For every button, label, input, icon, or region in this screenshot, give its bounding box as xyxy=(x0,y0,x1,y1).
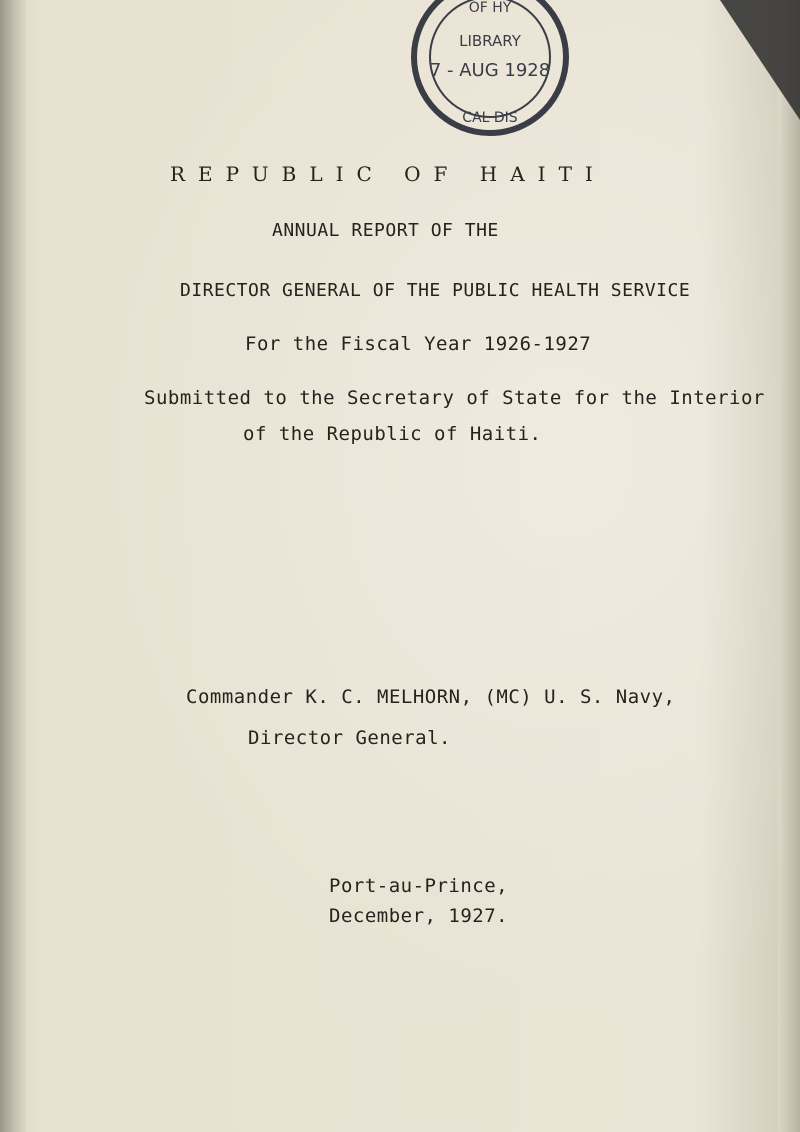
place-line: Port-au-Prince, xyxy=(329,875,509,897)
author-title-line: Director General. xyxy=(248,727,451,749)
submitted-line: Submitted to the Secretary of State for the Interior xyxy=(144,387,765,409)
stamp-top-text: OF HY xyxy=(468,0,512,16)
stamp-bottom-text: CAL DIS xyxy=(462,110,518,126)
fiscal-year-line: For the Fiscal Year 1926-1927 xyxy=(245,333,592,355)
date-line: December, 1927. xyxy=(329,905,509,927)
republic-line: of the Republic of Haiti. xyxy=(243,423,542,445)
annual-report-line: ANNUAL REPORT OF THE xyxy=(272,220,499,241)
page-title: REPUBLIC OF HAITI xyxy=(170,162,606,186)
stamp-date-text: 7 - AUG 1928 xyxy=(429,60,551,81)
corner-tear xyxy=(720,0,800,120)
library-stamp xyxy=(405,0,575,142)
stamp-library-text: LIBRARY xyxy=(459,32,521,50)
author-line: Commander K. C. MELHORN, (MC) U. S. Navy, xyxy=(186,686,676,708)
page-right-edge-shadow xyxy=(778,0,800,1132)
page-left-edge-shadow xyxy=(0,0,26,1132)
director-general-service-line: DIRECTOR GENERAL OF THE PUBLIC HEALTH SERVICE xyxy=(180,280,691,301)
